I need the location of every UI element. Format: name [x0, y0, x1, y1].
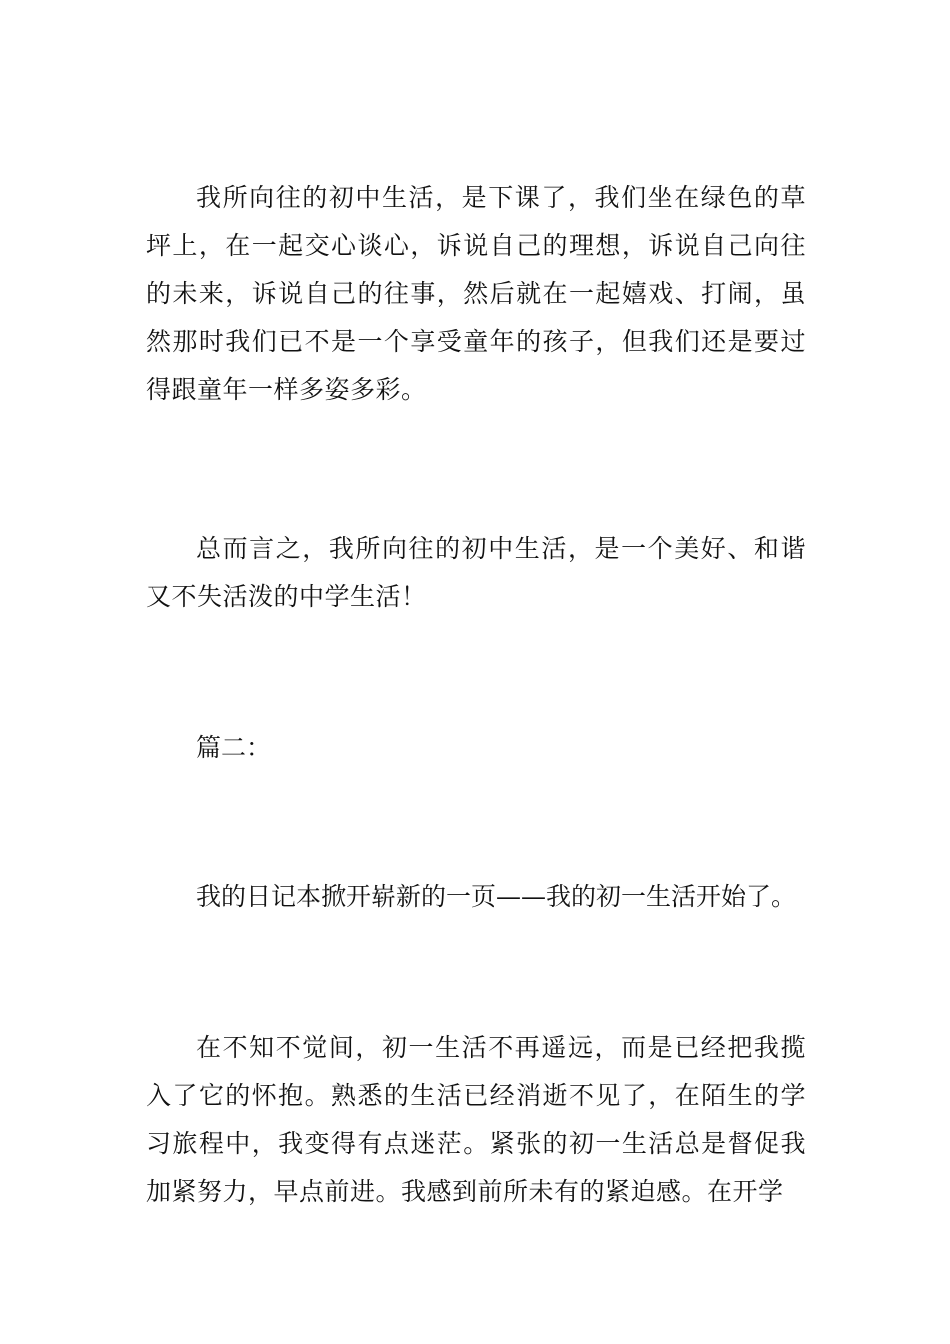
- paragraph-first-year-life: 在不知不觉间，初一生活不再遥远，而是已经把我揽入了它的怀抱。熟悉的生活已经消逝不见了，在陌生的学习旅程中，我变得有点迷茫。紧张的初一生活总是督促我加紧努力，早点前进。我感到前所未有的紧迫感。在开学: [146, 1033, 806, 1206]
- section-heading: 篇二：: [196, 733, 272, 762]
- paragraph-conclusion: 总而言之，我所向往的初中生活，是一个美好、和谐又不失活泼的中学生活！: [146, 534, 806, 611]
- paragraph-diary-opening: 我的日记本掀开崭新的一页——我的初一生活开始了。: [196, 882, 797, 911]
- paragraph-aspirations: 我所向往的初中生活，是下课了，我们坐在绿色的草坪上，在一起交心谈心，诉说自己的理想，诉说自己向往的未来，诉说自己的往事，然后就在一起嬉戏、打闹，虽然那时我们已不是一个享受童年的孩子，但我们还是要过得跟童年一样多姿多彩。: [146, 183, 806, 404]
